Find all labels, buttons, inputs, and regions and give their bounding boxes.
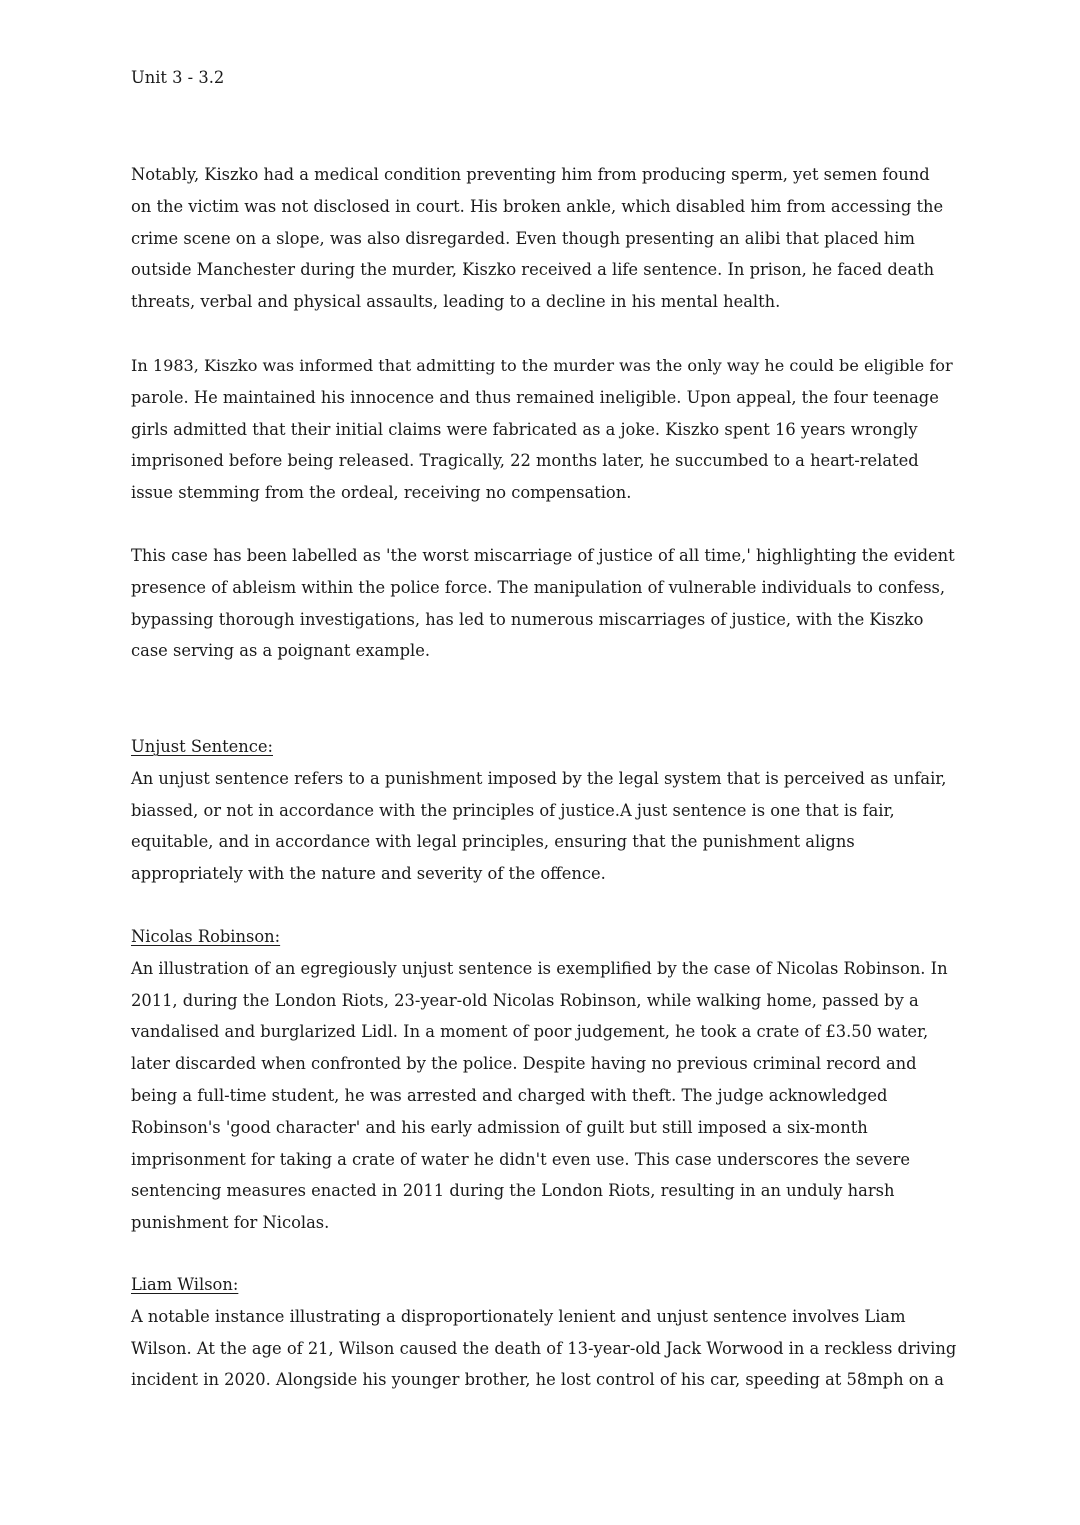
text-line: presence of ableism within the police force. The manipulation of vulnerable individuals to confess, (131, 577, 946, 597)
text-line: bypassing thorough investigations, has led to numerous miscarriages of justice, with the Kiszko (131, 609, 924, 629)
text-line: vandalised and burglarized Lidl. In a moment of poor judgement, he took a crate of £3.50 water, (131, 1022, 929, 1042)
text-line: This case has been labelled as 'the worst miscarriage of justice of all time,' highlighting the evident (131, 546, 955, 565)
text-line: 2011, during the London Riots, 23-year-old Nicolas Robinson, while walking home, passed by a (131, 990, 919, 1010)
text-line: An unjust sentence refers to a punishment imposed by the legal system that is perceived as unfair, (131, 768, 947, 788)
text-line: threats, verbal and physical assaults, leading to a decline in his mental health. (131, 292, 781, 312)
text-line: on the victim was not disclosed in court. His broken ankle, which disabled him from accessing the (131, 196, 944, 216)
text-line: punishment for Nicolas. (131, 1213, 330, 1233)
text-line: biassed, or not in accordance with the principles of justice.A just sentence is one that is fair, (131, 800, 895, 820)
section-heading: Unjust Sentence: (131, 737, 273, 756)
text-line: issue stemming from the ordeal, receiving no compensation. (131, 483, 632, 503)
text-line: parole. He maintained his innocence and thus remained ineligible. Upon appeal, the four teenage (131, 387, 939, 407)
text-line: Wilson. At the age of 21, Wilson caused the death of 13-year-old Jack Worwood in a reckless driving (131, 1338, 957, 1358)
text-line: girls admitted that their initial claims were fabricated as a joke. Kiszko spent 16 years wrongly (131, 419, 918, 439)
page-header: Unit 3 - 3.2 (131, 68, 225, 87)
text-line: Notably, Kiszko had a medical condition preventing him from producing sperm, yet semen found (131, 165, 930, 184)
paragraph-kiszko-parole (131, 350, 953, 509)
text-line: In 1983, Kiszko was informed that admitting to the murder was the only way he could be eligible for (131, 356, 953, 375)
section-nicolas-robinson (131, 921, 948, 1239)
paragraph-kiszko-conclusion (131, 540, 955, 667)
paragraph-kiszko-evidence (131, 159, 943, 318)
section-liam-wilson (131, 1269, 956, 1396)
text-line: later discarded when confronted by the police. Despite having no previous criminal record and (131, 1054, 917, 1074)
section-heading: Liam Wilson: (131, 1275, 239, 1294)
text-line: being a full-time student, he was arrested and charged with theft. The judge acknowledged (131, 1085, 888, 1105)
text-line: imprisonment for taking a crate of water he didn't even use. This case underscores the severe (131, 1149, 910, 1169)
text-line: appropriately with the nature and severity of the offence. (131, 864, 606, 884)
text-line: Robinson's 'good character' and his early admission of guilt but still imposed a six-month (131, 1117, 868, 1137)
section-heading: Nicolas Robinson: (131, 927, 281, 946)
text-line: outside Manchester during the murder, Kiszko received a life sentence. In prison, he faced death (131, 260, 935, 280)
text-line: imprisoned before being released. Tragically, 22 months later, he succumbed to a heart-related (131, 451, 919, 471)
text-line: An illustration of an egregiously unjust sentence is exemplified by the case of Nicolas Robinson. In (131, 958, 948, 978)
text-line: crime scene on a slope, was also disregarded. Even though presenting an alibi that placed him (131, 228, 915, 248)
section-unjust-sentence (131, 731, 946, 890)
text-line: A notable instance illustrating a disproportionately lenient and unjust sentence involves Liam (131, 1306, 906, 1326)
text-line: incident in 2020. Alongside his younger brother, he lost control of his car, speeding at 58mph on a (131, 1370, 944, 1390)
text-line: equitable, and in accordance with legal principles, ensuring that the punishment aligns (131, 832, 855, 852)
text-line: case serving as a poignant example. (131, 641, 431, 661)
text-line: sentencing measures enacted in 2011 during the London Riots, resulting in an unduly harsh (131, 1181, 895, 1201)
